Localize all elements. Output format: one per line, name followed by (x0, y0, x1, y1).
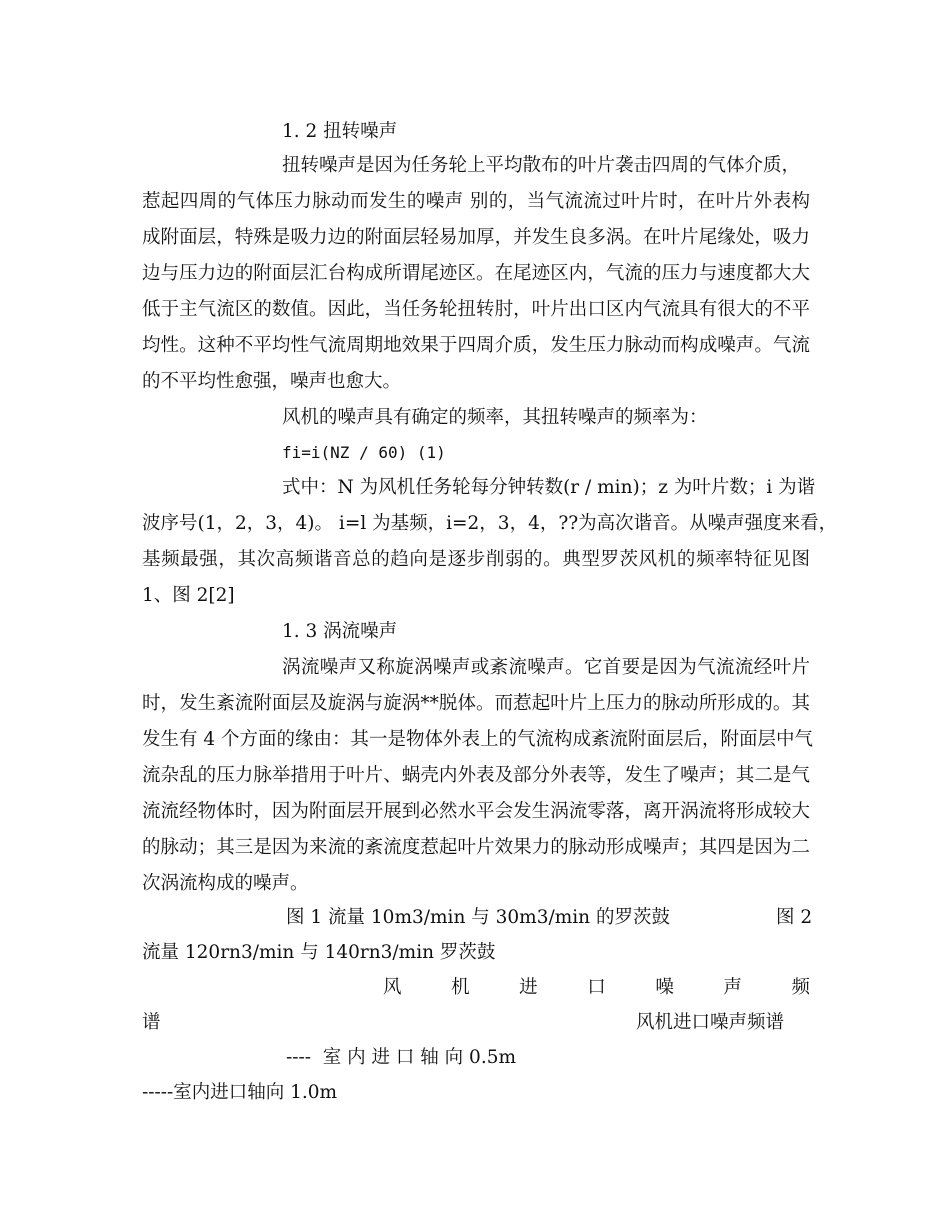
figure-caption-spaced (383, 970, 810, 1006)
paragraph-line: 低于主气流区的数值。因此，当任务轮扭转肘，叶片出口区内气流具有很大的不平 (142, 299, 810, 320)
formula: fi=i(NZ / 60) (1) (282, 443, 446, 462)
paragraph-line: 的脉动；其三是因为来流的紊流度惹起叶片效果力的脉动形成噪声；其四是因为二 (142, 837, 810, 858)
paragraph-line: 基频最强，其次高频谐音总的趋向是逐步削弱的。典型罗茨风机的频率特征见图 (142, 549, 810, 570)
caption-char: 噪 (655, 977, 674, 998)
paragraph-line: 惹起四周的气体压力脉动而发生的噪声 别的，当气流流过叶片时，在叶片外表构 (142, 191, 810, 212)
paragraph-line: 式中：N 为风机任务轮每分钟转数(r / min)；z 为叶片数；i 为谐 (282, 477, 816, 498)
section-heading-1-3: 1. 3 涡流噪声 (282, 621, 398, 642)
caption-char: 口 (587, 977, 606, 998)
paragraph-line: 发生有 4 个方面的缘由：其一是物体外表上的气流构成紊流附面层后，附面层中气 (142, 729, 814, 750)
paragraph-line: 涡流噪声又称旋涡噪声或紊流噪声。它首要是因为气流流经叶片 (282, 657, 810, 678)
paragraph-line: 的不平均性愈强，噪声也愈大。 (142, 371, 402, 392)
figure-1-caption: 图 1 流量 10m3/min 与 30m3/min 的罗茨鼓 (286, 907, 670, 928)
paragraph-line: 均性。这种不平均性气流周期地效果于四周介质，发生压力脉动而构成噪声。气流 (142, 335, 810, 356)
paragraph-line: 边与压力边的附面层汇台构成所谓尾迹区。在尾迹区内，气流的压力与速度都大大 (142, 263, 810, 284)
caption-char: 风 (383, 977, 402, 998)
figure-2-title: 风机进口噪声频谱 (636, 1012, 785, 1033)
paragraph-line: 成附面层，特殊是吸力边的附面层轻易加厚，并发生良多涡。在叶片尾缘处，吸力 (142, 227, 810, 248)
figure-caption-char: 谱 (142, 1012, 161, 1033)
caption-char: 频 (791, 977, 810, 998)
figure-caption-line: 流量 120rn3/min 与 140rn3/min 罗茨鼓 (142, 942, 496, 963)
paragraph-line: 扭转噪声是因为任务轮上平均散布的叶片袭击四周的气体介质， (282, 155, 801, 176)
legend-entry-1-0m: -----室内进口轴向 1.0m (142, 1082, 338, 1103)
caption-char: 机 (451, 977, 470, 998)
paragraph-line: 风机的噪声具有确定的频率，其扭转噪声的频率为： (282, 407, 708, 428)
caption-char: 进 (519, 977, 538, 998)
paragraph-line: 流杂乱的压力脉举措用于叶片、蜗壳内外表及部分外表等，发生了噪声；其二是气 (142, 765, 810, 786)
paragraph-line: 次涡流构成的噪声。 (142, 873, 309, 894)
paragraph-line: 波序号(1，2，3，4)。 i=l 为基频，i=2，3，4，??为高次谐音。从噪声强度来看， (142, 513, 838, 534)
legend-entry-0-5m: ---- 室 内 进 口 轴 向 0.5m (286, 1047, 517, 1068)
paragraph-line: 流流经物体时，因为附面层开展到必然水平会发生涡流零落，离开涡流将形成较大 (142, 801, 810, 822)
paragraph-line: 1、图 2[2] (142, 585, 235, 606)
section-heading-1-2: 1. 2 扭转噪声 (282, 121, 398, 142)
caption-char: 声 (723, 977, 742, 998)
paragraph-line: 时，发生紊流附面层及旋涡与旋涡**脱体。而惹起叶片上压力的脉动所形成的。其 (142, 693, 810, 714)
figure-2-caption: 图 2 (776, 907, 813, 928)
